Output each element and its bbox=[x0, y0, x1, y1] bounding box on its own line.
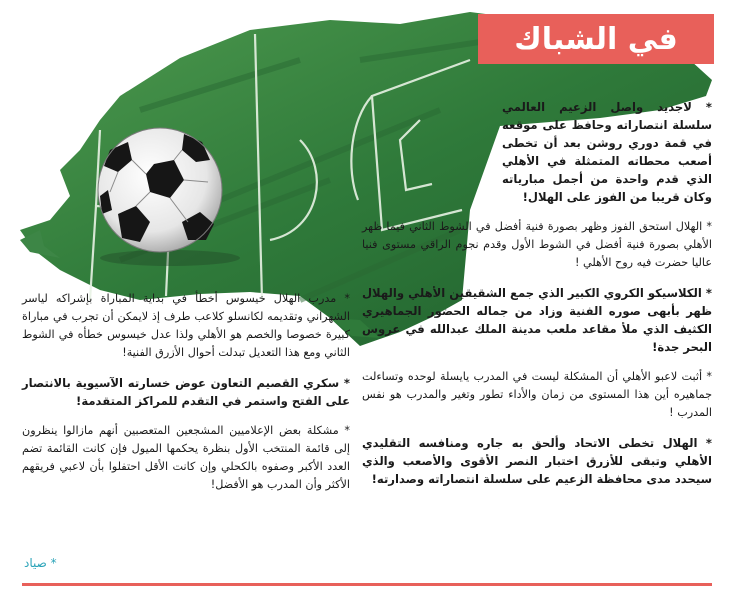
right-column bbox=[362, 98, 712, 500]
right-paragraph-2: * الهلال استحق الفوز وظهر بصورة فنية أفضل في الشوط الثاني فيما ظهر الأهلي بصورة فنية أفضل في الشوط الأول وقدم نجوم الراقي مستوى فنيا عاليا حضرت فيه روح الأهلي ! bbox=[362, 220, 712, 269]
page-title: في الشباك bbox=[478, 14, 714, 64]
football-icon bbox=[98, 128, 222, 252]
right-paragraph-3: * الكلاسيكو الكروي الكبير الذي جمع الشقيقين الأهلي والهلال ظهر بأبهى صوره الفنية وزاد من جماله الحضور الجماهيري الكثيف الذي ملأ مقاعد ملعب مدينة الملك عبدالله في عروس البحر جدة! bbox=[362, 286, 712, 354]
right-paragraph-5: * الهلال تخطى الاتحاد وألحق به جاره ومنافسه التقليدي الأهلي وتبقى للأزرق اختبار النصر الأقوى والأصعب والذي سيحدد مدى محافظة الزعيم على سلسلة انتصاراته وصدارته! bbox=[362, 436, 712, 486]
right-paragraph-1: * لاجديد واصل الزعيم العالمي سلسلة انتصاراته وحافظ على موقعه في قمة دوري روشن بعد أن تخطى أصعب محطاته المتمثلة في الأهلي الذي قدم واحدة من أجمل مبارياته وكان قريبا من الفوز على الهلال! bbox=[502, 100, 712, 204]
right-paragraph-4: * أثبت لاعبو الأهلي أن المشكلة ليست في المدرب يايسلة لوحده وتساءلت جماهيره أين هذا المستوى من زمان والأداء تطور وتغير والمدرب هو نفس المدرب ! bbox=[362, 370, 712, 419]
left-column bbox=[22, 290, 350, 506]
left-paragraph-3: * مشكلة بعض الإعلاميين المشجعين المتعصبين أنهم مازالوا ينظرون إلى قائمة المنتخب الأول بنظرة يحكمها الميول فإن كانت القائمة تضم العدد الأكبر وصفوه بالكحلي وإن كانت الأقل احتفلوا بأن لاعبي فريقهم الأكثر وأن المدرب هو الأفضل! bbox=[22, 424, 350, 491]
author-signature: * صياد bbox=[24, 556, 57, 570]
bottom-divider bbox=[22, 583, 712, 586]
left-paragraph-2: * سكري القصيم التعاون عوض خسارته الآسيوية بالانتصار على الفتح واستمر في التقدم للمراكز المتقدمة! bbox=[22, 376, 350, 408]
left-paragraph-1: * مدرب الهلال خيسوس أخطأ في بداية المباراة بإشراكه لياسر الشهراني وتقديمه لكانسلو كلاعب طرف إذ لايمكن أن تجرب في مباراة كبيرة خصوصا والخصم هو الأهلي ولذا عدل خيسوس خطأه في الشوط الثاني ومع هذا التعديل تبدلت أحوال الأزرق الفنية! bbox=[22, 292, 350, 359]
